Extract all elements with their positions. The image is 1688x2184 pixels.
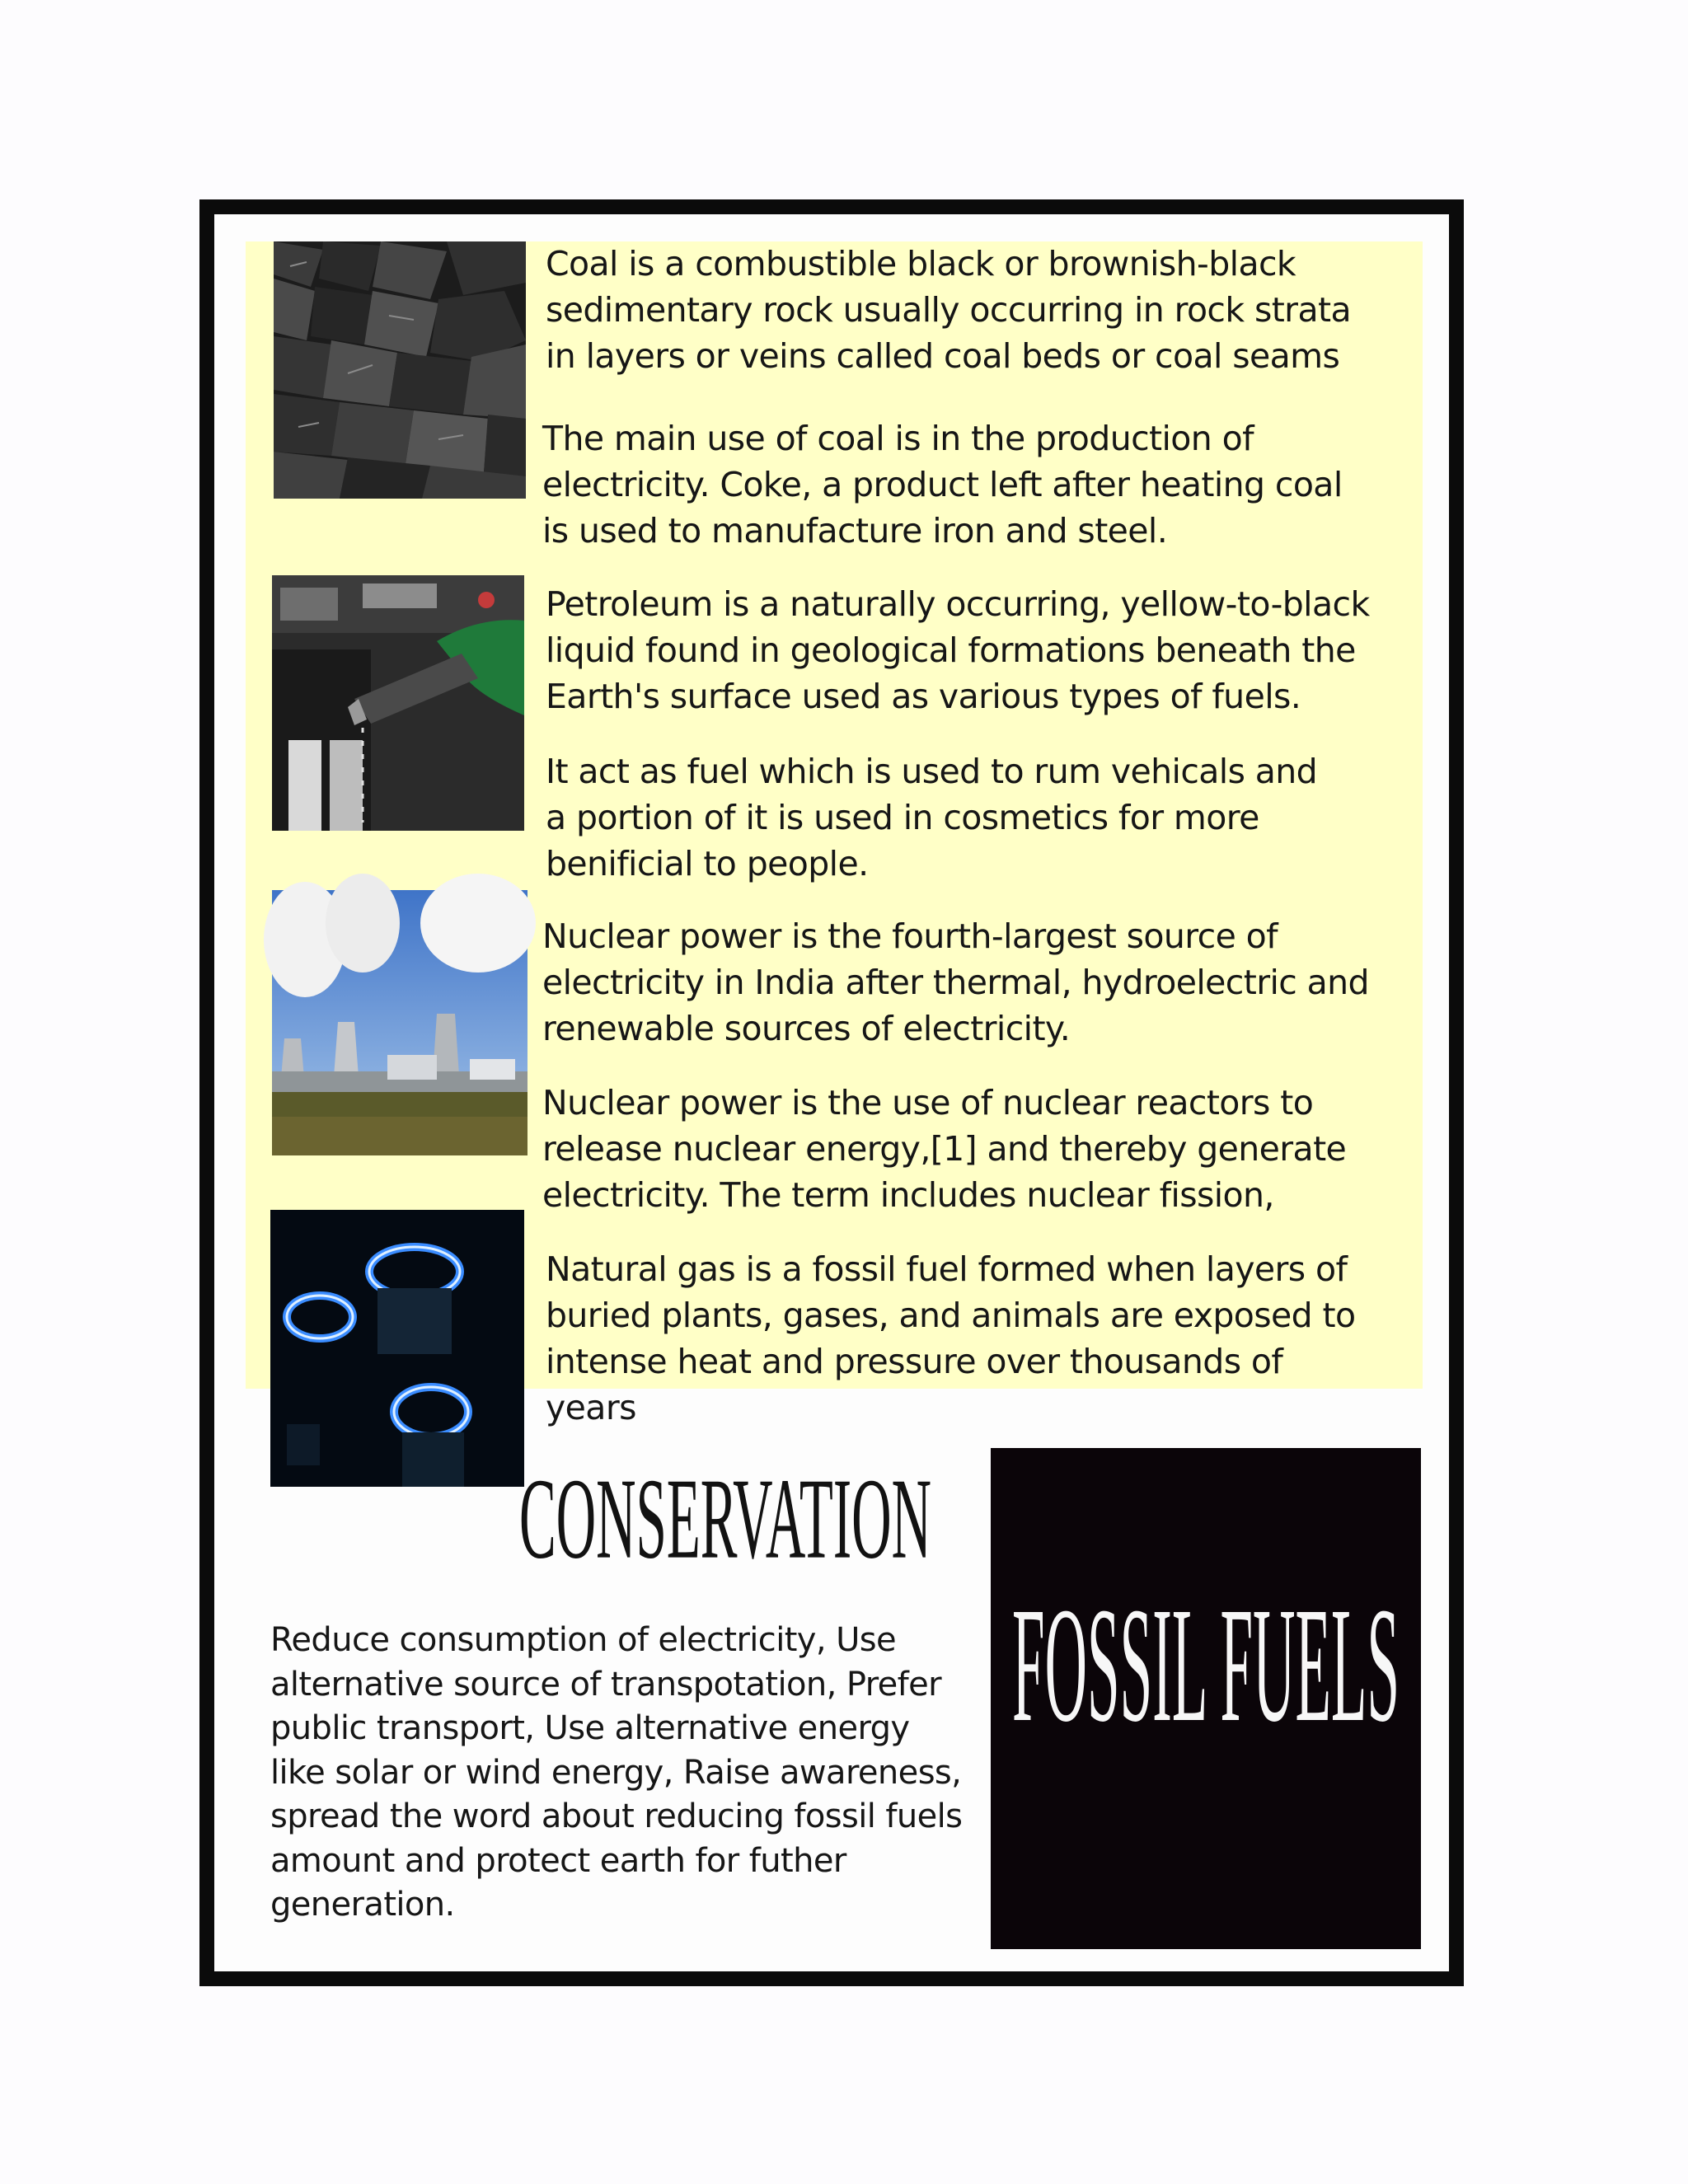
gas-burner-photo (270, 1210, 524, 1487)
conservation-heading (495, 1454, 956, 1592)
natural-gas-paragraph: Natural gas is a fossil fuel formed when layers of buried plants, gases, and animals are exposed to intense heat and pressure over thousands of years (546, 1249, 1356, 1427)
nuclear-paragraph-1: Nuclear power is the fourth-largest source of electricity in India after thermal, hydroelectric and renewable sources of electricity. (542, 916, 1369, 1048)
petroleum-paragraph-1: Petroleum is a naturally occurring, yellow-to-black liquid found in geological formations beneath the Earth's surface used as various types of fuels. (546, 584, 1370, 716)
petroleum-paragraph-2: It act as fuel which is used to rum vehicals and a portion of it is used in cosmetics for more benificial to people. (546, 752, 1318, 883)
coal-paragraph-1: Coal is a combustible black or brownish-black sedimentary rock usually occurring in rock strata in layers or veins called coal beds or coal seams (546, 244, 1351, 376)
svg-text:CONSERVATION: CONSERVATION (519, 1454, 931, 1583)
fuel-nozzle-photo (272, 575, 524, 831)
nuclear-paragraph-2: Nuclear power is the use of nuclear reactors to release nuclear energy,[1] and thereby generate electricity. The term includes nuclear fission, (542, 1083, 1347, 1215)
nuclear-plant-photo (272, 890, 528, 1155)
fossil-fuels-title: FOSSIL FUELS (1012, 1574, 1400, 1756)
coal-photo (274, 241, 526, 499)
coal-paragraph-2: The main use of coal is in the production of electricity. Coke, a product left after heating coal is used to manufacture iron and steel. (542, 419, 1343, 551)
conservation-body: Reduce consumption of electricity, Use alternative source of transpotation, Prefer public transport, Use alternative energy like solar or wind energy, Raise awareness, spread the word about reducing fossil fuels amount and protect earth for futher generation. (270, 1621, 963, 1924)
fossil-fuels-title-box (991, 1448, 1421, 1949)
